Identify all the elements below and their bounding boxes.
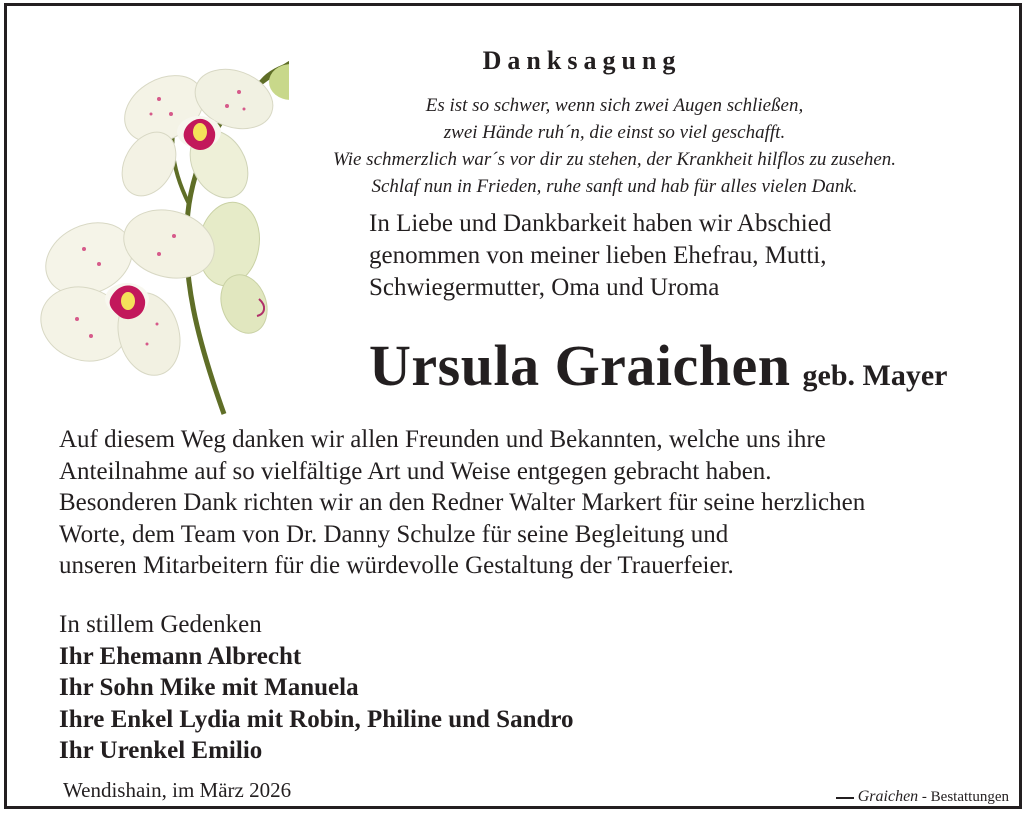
thanks-line: Auf diesem Weg danken wir allen Freunden und Bekannten, welche uns ihre: [59, 426, 826, 453]
intro-line: genommen von meiner lieben Ehefrau, Mutti,: [369, 242, 827, 269]
deceased-name: Ursula Graichen: [369, 333, 791, 398]
deceased-name-line: [369, 332, 948, 399]
poem: [247, 92, 982, 200]
poem-line: Es ist so schwer, wenn sich zwei Augen schließen,: [425, 95, 804, 116]
intro-line: Schwiegermutter, Oma und Uroma: [369, 274, 720, 301]
thanks-line: Besonderen Dank richten wir an den Redner Walter Markert für seine herzlichen: [59, 489, 866, 516]
mourner-line: Ihre Enkel Lydia mit Robin, Philine und Sandro: [59, 705, 574, 733]
funeral-home-brand: Graichen: [857, 788, 919, 805]
intro-text: [369, 208, 989, 304]
notice-heading: Danksagung: [482, 46, 682, 75]
funeral-home-credit: [836, 788, 1015, 806]
funeral-home-suffix: - Bestattungen: [921, 789, 1009, 805]
poem-line: Schlaf nun in Frieden, ruhe sanft und hab für alles vielen Dank.: [371, 176, 858, 197]
thanks-line: unseren Mitarbeitern für die würdevolle Gestaltung der Trauerfeier.: [59, 552, 734, 579]
thanks-paragraph: [59, 424, 999, 582]
orchid-illustration: [29, 14, 289, 424]
memory-intro: In stillem Gedenken: [59, 611, 262, 638]
thanks-line: Anteilnahme auf so vielfältige Art und Weise entgegen gebracht haben.: [59, 457, 772, 485]
obituary-notice: [4, 3, 1022, 809]
mourner-line: Ihr Sohn Mike mit Manuela: [59, 674, 359, 701]
maiden-name: geb. Mayer: [802, 359, 948, 392]
poem-line: zwei Hände ruh´n, die einst so viel geschafft.: [443, 122, 786, 143]
mourners-block: [59, 609, 819, 767]
footer-rule: [836, 797, 854, 799]
intro-line: In Liebe und Dankbarkeit haben wir Abschied: [369, 210, 832, 237]
poem-line: Wie schmerzlich war´s vor dir zu stehen, der Krankheit hilflos zu zusehen.: [332, 149, 897, 170]
place-date: Wendishain, im März 2026: [63, 778, 292, 802]
mourner-line: Ihr Urenkel Emilio: [59, 737, 263, 764]
thanks-line: Worte, dem Team von Dr. Danny Schulze für seine Begleitung und: [59, 520, 729, 548]
mourner-line: Ihr Ehemann Albrecht: [59, 642, 302, 670]
